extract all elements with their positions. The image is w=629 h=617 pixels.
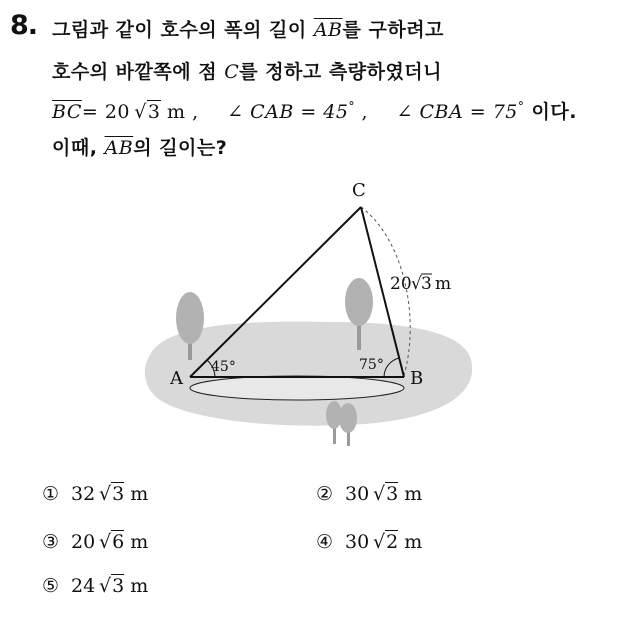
choice-5[interactable]: ⑤ 24 √3 m <box>42 575 149 597</box>
angle-cab: ∠ CAB = 45 <box>227 101 349 123</box>
label-b: B <box>410 368 424 389</box>
point-c: C <box>224 61 240 83</box>
lake-outline <box>190 376 404 400</box>
bc-length-unit: m <box>435 274 452 294</box>
question-line-4: 이때, $\overline{AB}$의 길이는? <box>52 137 228 159</box>
question-line-2: 호수의 바깥쪽에 점 C를 정하고 측량하였더니 <box>52 61 443 83</box>
choice-2[interactable]: ② 30 √3 m <box>316 483 423 505</box>
choice-4[interactable]: ④ 30 √2 m <box>316 531 423 553</box>
question-number: 8. <box>10 10 38 41</box>
question-line-1: 그림과 같이 호수의 폭의 길이 $\overline{AB}$를 구하려고 <box>52 19 444 41</box>
bc-length-coef: 20 <box>390 274 412 294</box>
tree-icon <box>326 401 357 446</box>
segment-ab: $\overline{AB}$ <box>313 19 343 41</box>
bc-length-rad: 3 <box>421 274 432 294</box>
sqrt-symbol: √ <box>411 274 422 294</box>
question-line-3: $\overline{BC}= 20$ √3 m , ∠ CAB = 45° , ∠ CBA = 75° 이다. <box>52 99 577 123</box>
label-a: A <box>170 368 183 389</box>
choice-3[interactable]: ③ 20 √6 m <box>42 531 149 553</box>
sqrt-symbol: √3 <box>134 101 161 123</box>
choice-1[interactable]: ① 32 √3 m <box>42 483 149 505</box>
angle-cba: ∠ CBA = 75 <box>396 101 518 123</box>
label-c: C <box>352 180 366 201</box>
angle-label-b: 75° <box>359 357 384 373</box>
angle-label-a: 45° <box>211 359 236 375</box>
segment-bc: $\overline{BC}$ <box>52 101 82 123</box>
segment-ab: $\overline{AB}$ <box>104 137 134 159</box>
